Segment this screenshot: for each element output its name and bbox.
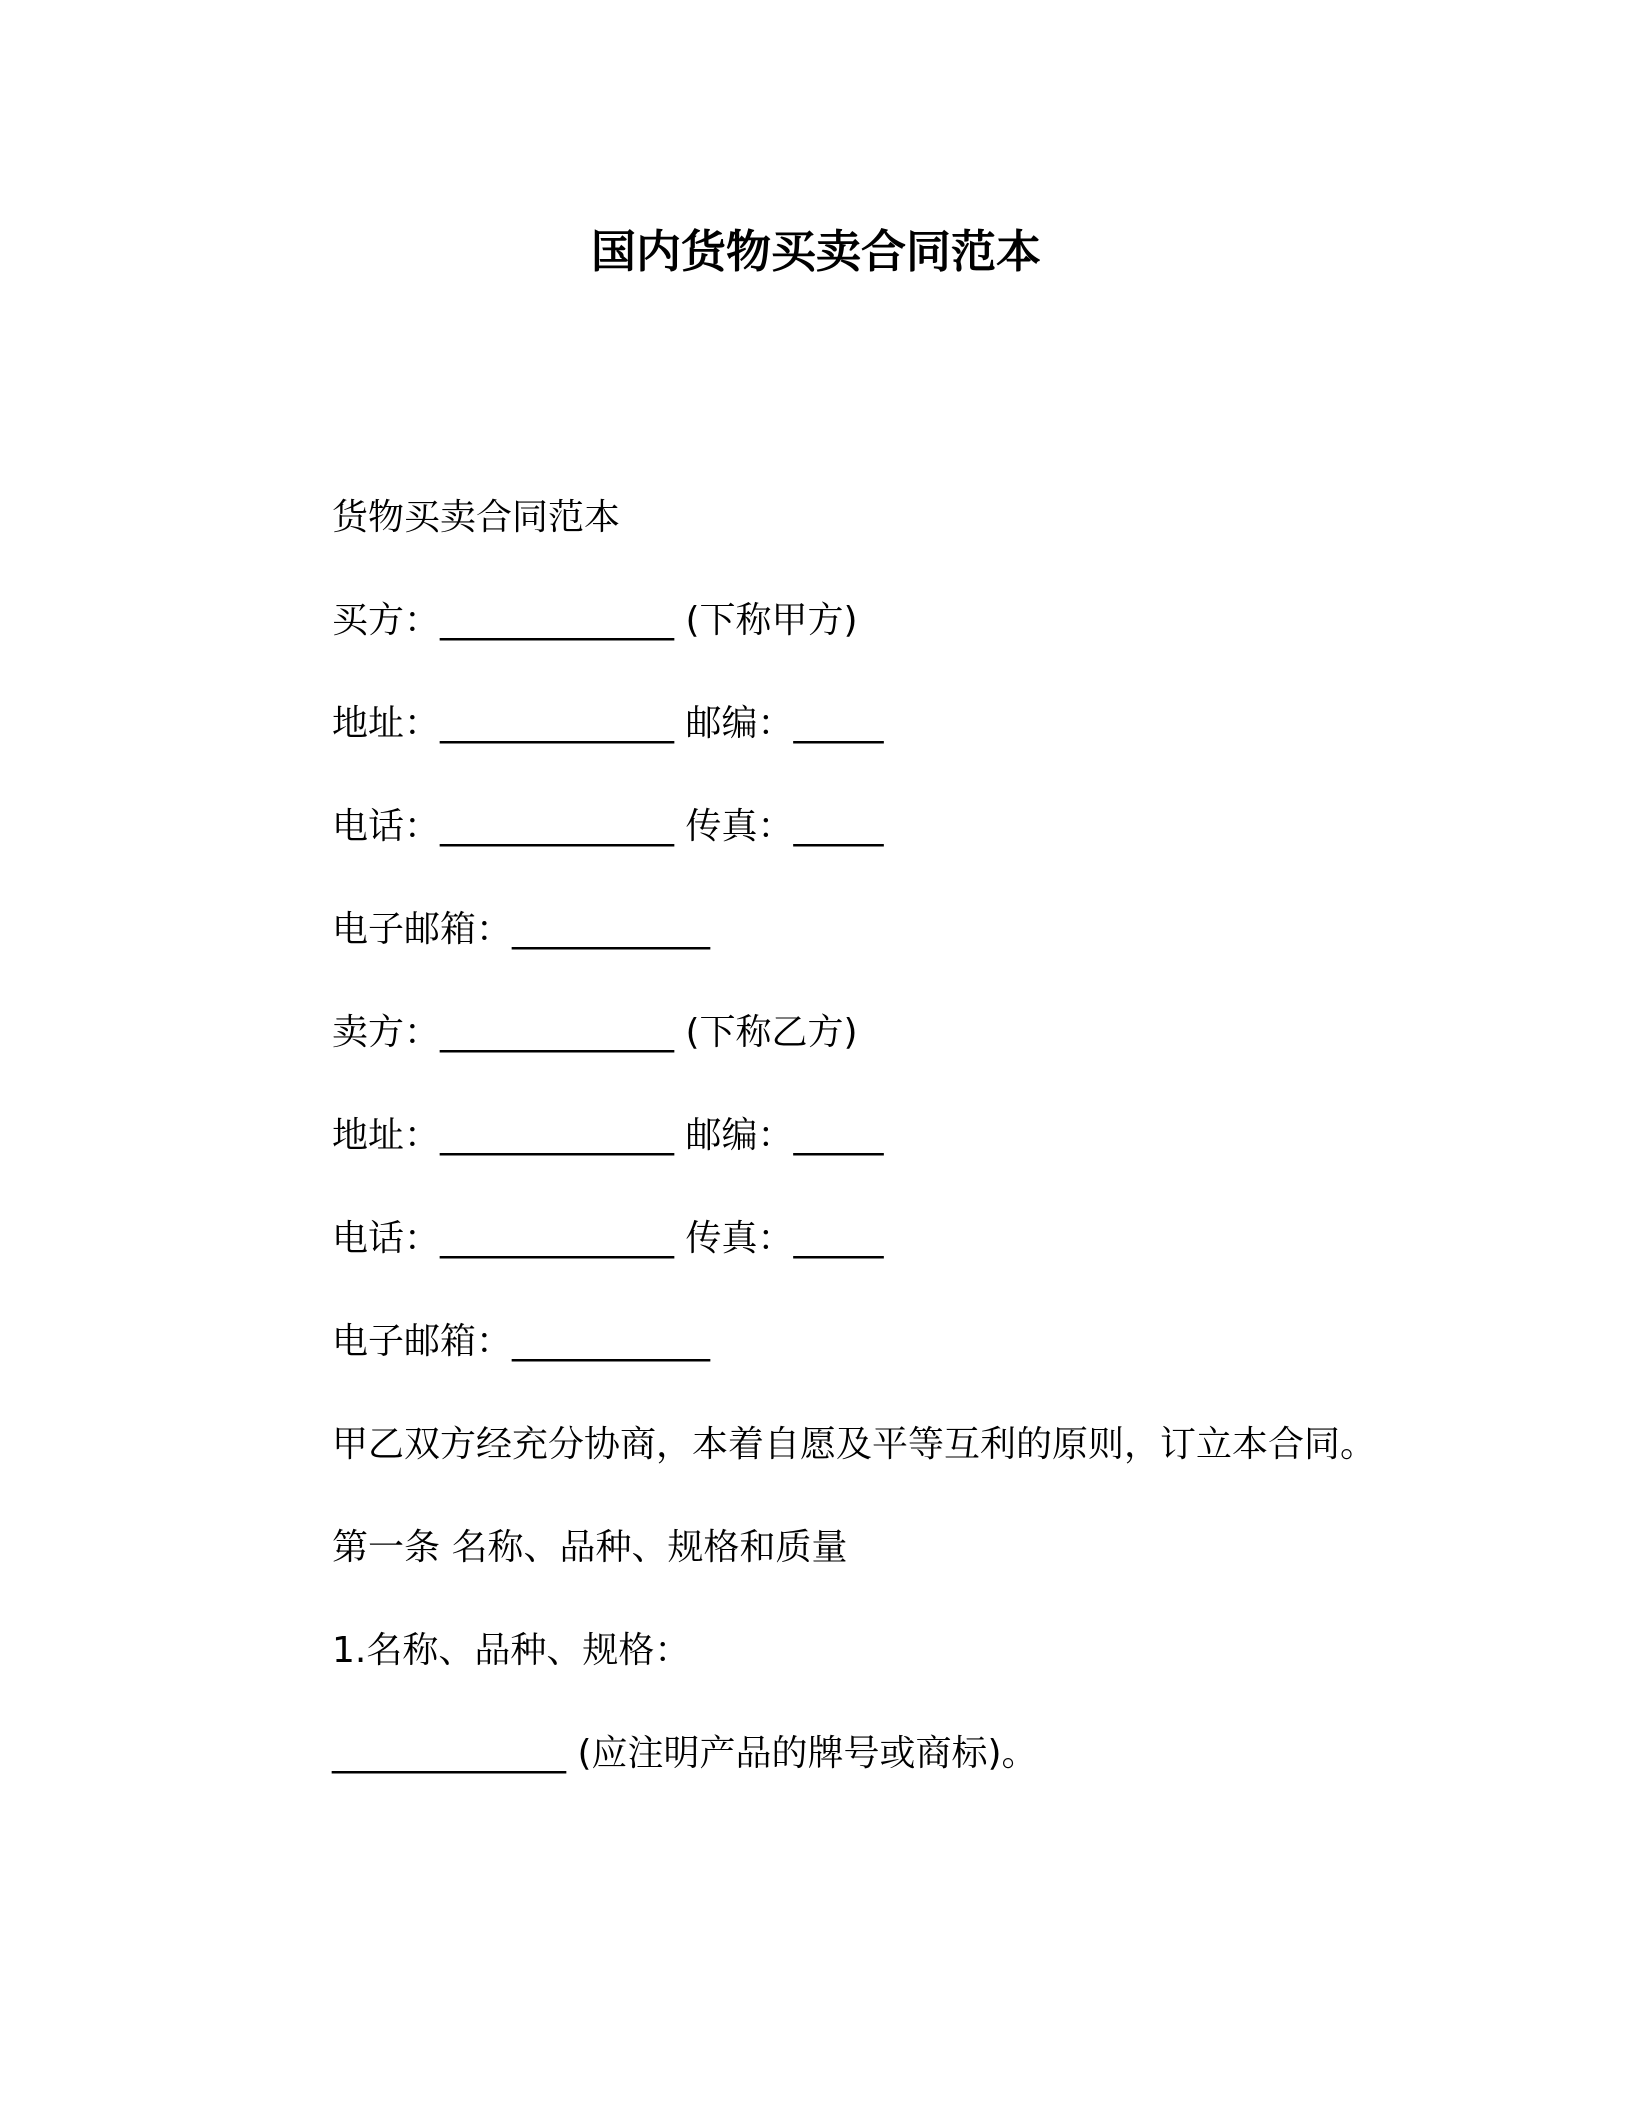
agreement-statement: 甲乙双方经充分协商，本着自愿及平等互利的原则，订立本合同。 [332,1424,1377,1465]
contract-subtitle: 货物买卖合同范本 [332,497,621,538]
seller-phone-line: 电话：_____________ 传真：_____ [332,1218,884,1259]
seller-email-line: 电子邮箱：___________ [332,1321,711,1362]
buyer-email-line: 电子邮箱：___________ [332,909,711,950]
article-one-heading: 第一条 名称、品种、规格和质量 [332,1527,848,1568]
buyer-phone-line: 电话：_____________ 传真：_____ [332,806,884,847]
seller-name-line: 卖方：_____________ (下称乙方) [332,1012,858,1053]
buyer-name-line: 买方：_____________ (下称甲方) [332,600,858,641]
seller-address-line: 地址：_____________ 邮编：_____ [332,1115,884,1156]
buyer-address-line: 地址：_____________ 邮编：_____ [332,703,884,744]
item-one-heading: 1.名称、品种、规格： [332,1630,691,1671]
product-brand-line: _____________ (应注明产品的牌号或商标)。 [332,1733,1038,1774]
document-title: 国内货物买卖合同范本 [590,225,1041,278]
